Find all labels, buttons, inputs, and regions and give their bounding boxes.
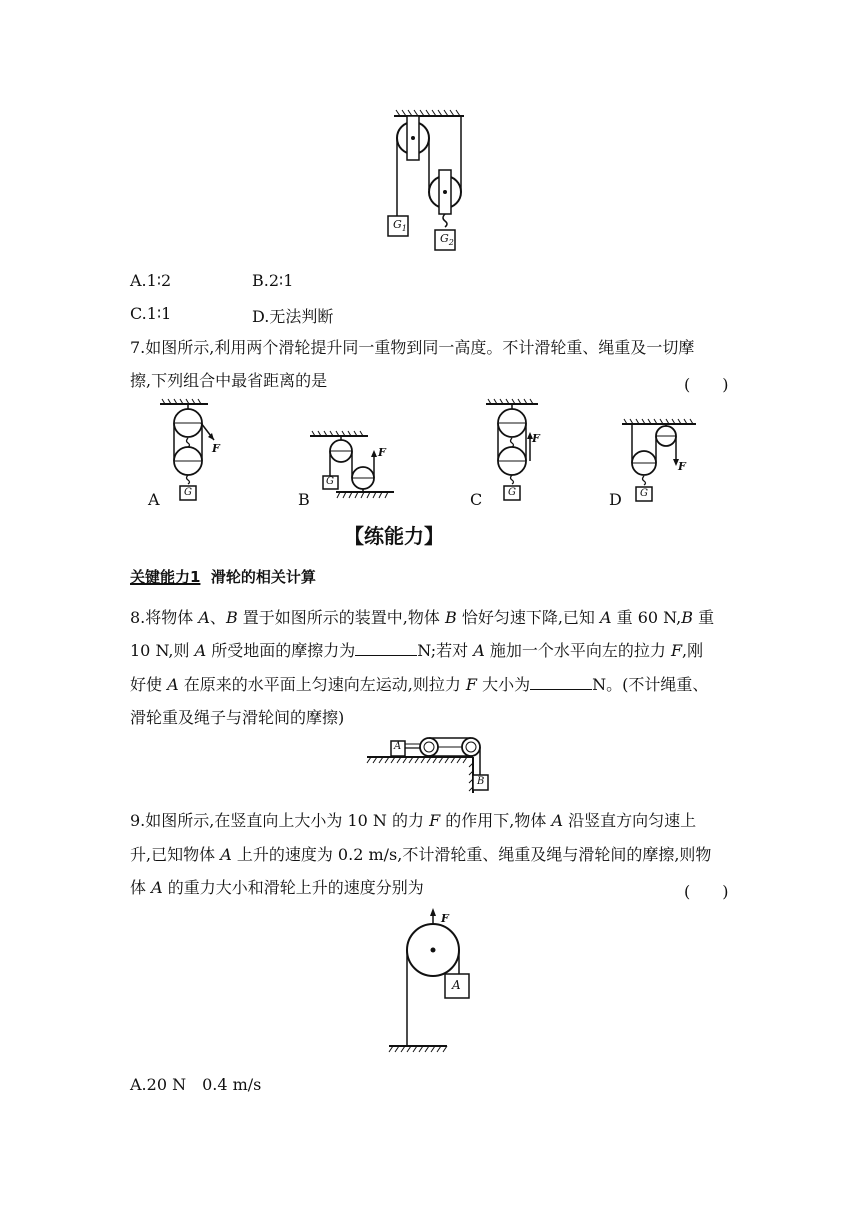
q6-option-c[interactable]: C.1∶1 xyxy=(130,304,172,323)
q6-option-d[interactable]: D.无法判断 xyxy=(252,307,334,326)
q7-line2: 擦,下列组合中最省距离的是 xyxy=(130,371,328,390)
block-a-label: A xyxy=(394,741,402,752)
q8-line3: 好使 A 在原来的水平面上匀速向左运动,则拉力 F 大小为 N。(不计绳重、 xyxy=(130,675,709,694)
q7-option-b[interactable]: B xyxy=(298,490,310,509)
q9-line1: 9.如图所示,在竖直向上大小为 10 N 的力 F 的作用下,物体 A 沿竖直方向匀速上 xyxy=(130,811,697,830)
q7-option-c[interactable]: C xyxy=(470,490,483,509)
q7-figure-d[interactable] xyxy=(620,418,700,506)
q7-option-a[interactable]: A xyxy=(148,490,160,509)
q9-answer-paren[interactable]: ( ) xyxy=(684,882,729,901)
q8-line2: 10 N,则 A 所受地面的摩擦力为 N;若对 A 施加一个水平向左的拉力 F,刚 xyxy=(130,641,704,660)
q8-blank-1[interactable] xyxy=(355,641,417,656)
q9-line2: 升,已知物体 A 上升的速度为 0.2 m/s,不计滑轮重、绳重及绳与滑轮间的摩擦,则物 xyxy=(130,845,712,864)
q7-option-d[interactable]: D xyxy=(609,490,622,509)
force-label: F xyxy=(678,460,686,473)
weight-label: G xyxy=(508,487,516,498)
force-label: F xyxy=(378,446,386,459)
weight-label: G xyxy=(640,488,648,499)
q6-figure xyxy=(380,108,480,258)
weight-label: G xyxy=(184,487,192,498)
q8-line4: 滑轮重及绳子与滑轮间的摩擦) xyxy=(130,708,345,727)
key-ability-label: 关键能力1 xyxy=(130,568,201,586)
force-label: F xyxy=(441,912,449,925)
q7-figure-c[interactable] xyxy=(482,398,552,504)
q7-line1: 7.如图所示,利用两个滑轮提升同一重物到同一高度。不计滑轮重、绳重及一切摩 xyxy=(130,338,695,357)
g2-label: $G_2$ xyxy=(440,232,454,248)
q9-figure xyxy=(385,906,477,1056)
section-title: 【练能力】 xyxy=(344,524,444,548)
q9-line3: 体 A 的重力大小和滑轮上升的速度分别为 xyxy=(130,878,424,897)
q6-option-b[interactable]: B.2∶1 xyxy=(252,271,294,290)
key-ability-title: 滑轮的相关计算 xyxy=(210,568,316,586)
q7-answer-paren[interactable]: ( ) xyxy=(684,375,729,394)
key-ability-heading xyxy=(130,566,316,587)
q7-figure-a[interactable] xyxy=(156,398,226,504)
weight-label: G xyxy=(326,476,334,487)
block-b-label: B xyxy=(477,776,485,787)
q8-line1: 8.将物体 A、B 置于如图所示的装置中,物体 B 恰好匀速下降,已知 A 重 60 N,B 重 xyxy=(130,608,715,627)
q9-option-a[interactable]: A.20 N 0.4 m/s xyxy=(130,1075,262,1094)
q8-figure xyxy=(365,735,495,795)
block-a-label: A xyxy=(452,978,461,992)
q7-figure-b[interactable] xyxy=(306,430,396,506)
g1-label: $G_1$ xyxy=(393,218,407,234)
force-label: F xyxy=(532,432,540,445)
q8-blank-2[interactable] xyxy=(530,675,592,690)
force-label: F xyxy=(212,442,220,455)
q6-option-a[interactable]: A.1∶2 xyxy=(130,271,172,290)
